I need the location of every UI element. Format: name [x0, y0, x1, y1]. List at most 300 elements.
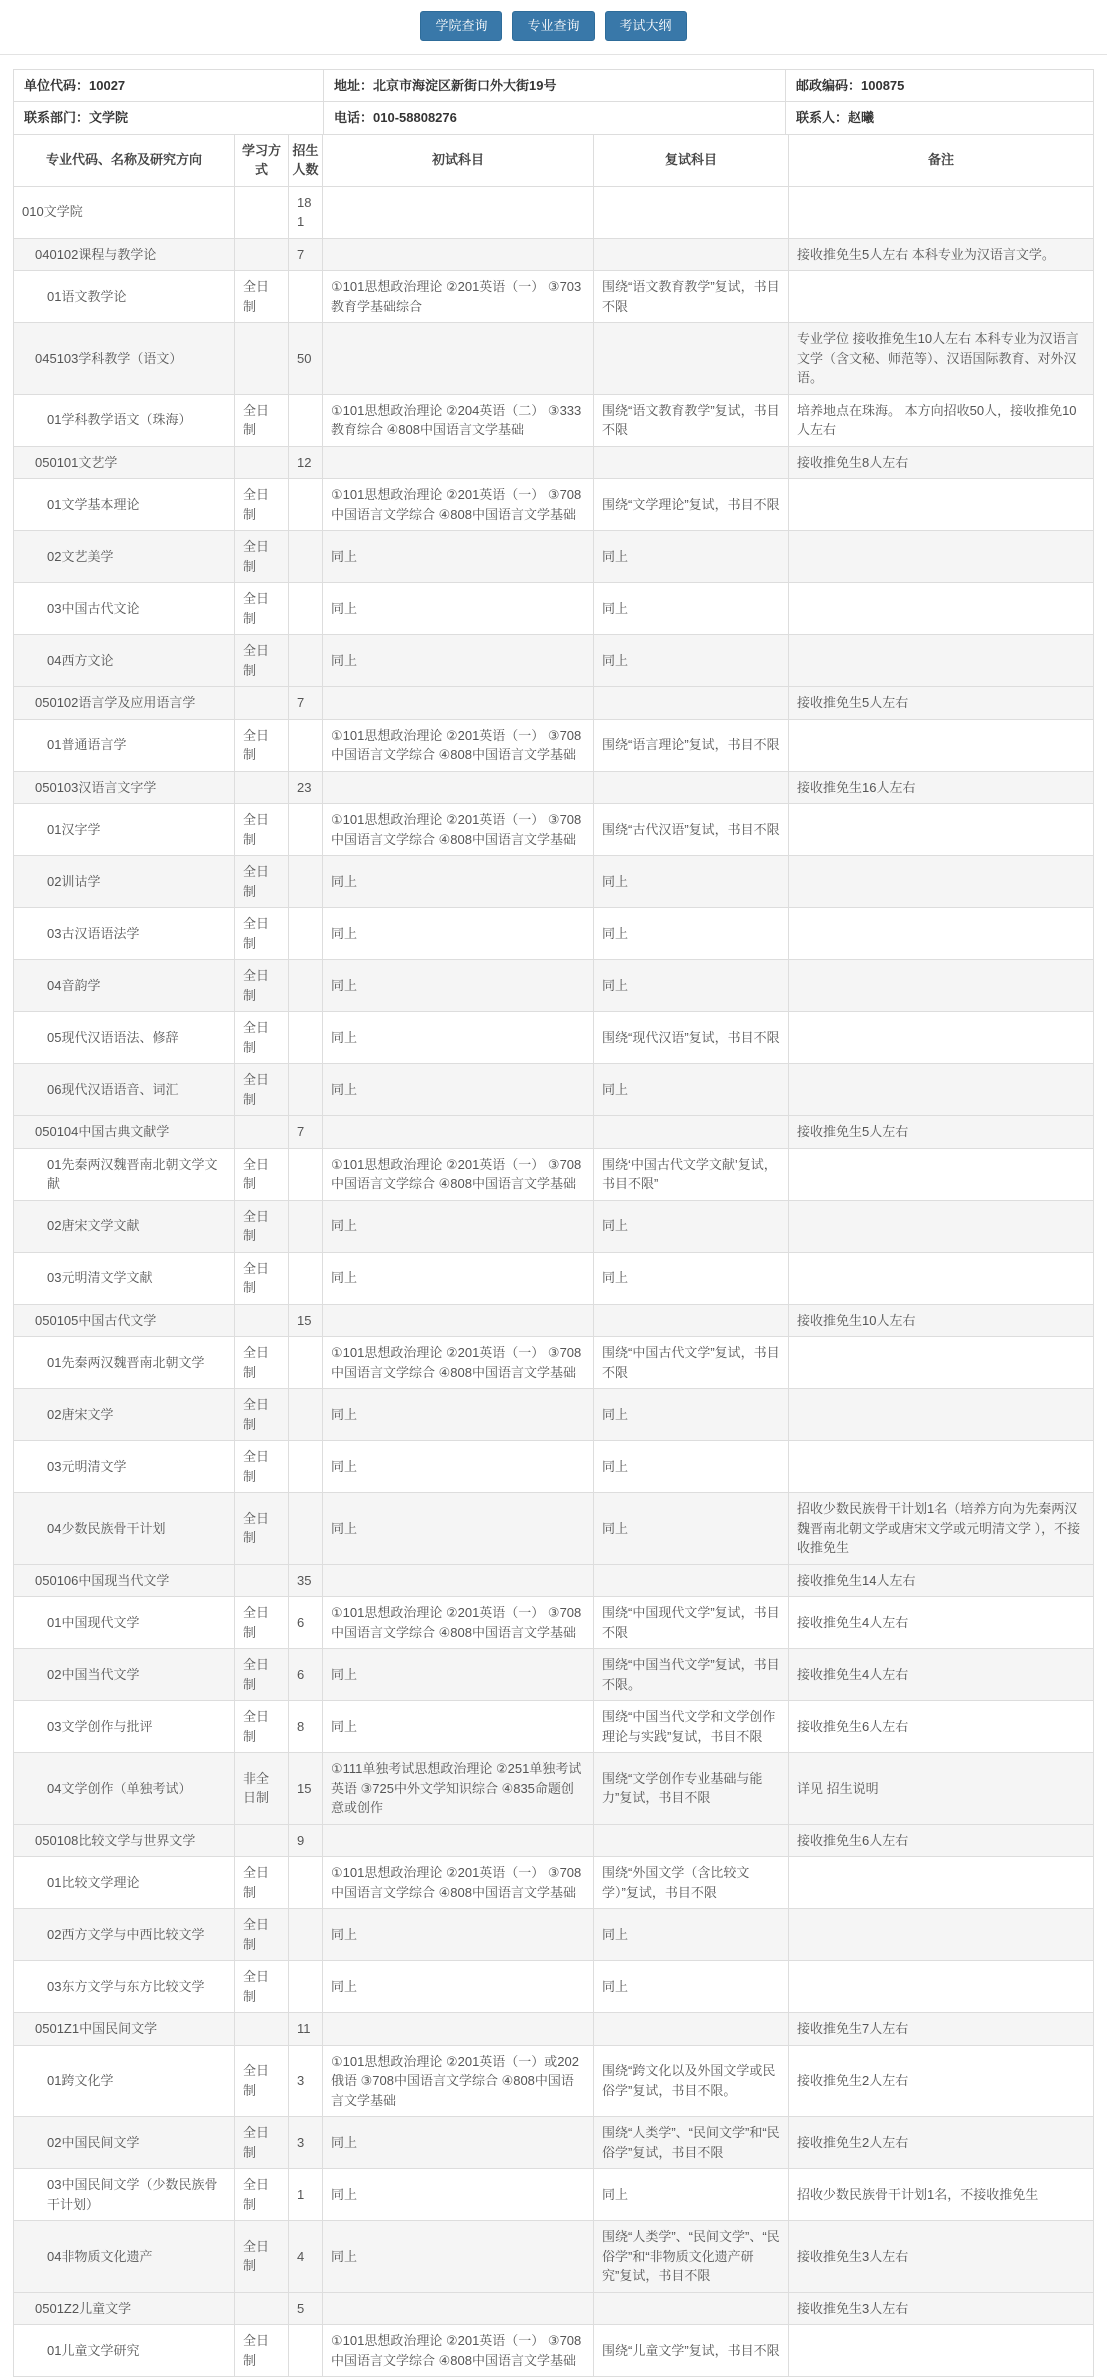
study-mode-cell: 全日制 [235, 479, 289, 531]
remark-cell [789, 1252, 1094, 1304]
enrollment-cell [289, 531, 323, 583]
retest-cell: 围绕“中国当代文学”复试，书目不限。 [594, 1649, 789, 1701]
page-content [13, 69, 1094, 2377]
remark-cell: 专业学位 接收推免生10人左右 本科专业为汉语言文学（含文秘、师范等）、汉语国际教育、对外汉语。 [789, 323, 1094, 395]
study-mode-cell: 全日制 [235, 2221, 289, 2293]
study-mode-cell: 全日制 [235, 1337, 289, 1389]
enrollment-cell [289, 804, 323, 856]
column-header: 初试科目 [323, 134, 594, 186]
remark-cell [789, 719, 1094, 771]
remark-cell [789, 479, 1094, 531]
table-row [14, 1597, 1094, 1649]
study-mode-cell: 全日制 [235, 804, 289, 856]
table-row [14, 1337, 1094, 1389]
study-mode-cell: 全日制 [235, 856, 289, 908]
name-cell: 03中国古代文论 [14, 583, 235, 635]
initial-exam-cell [323, 186, 594, 238]
study-mode-cell: 全日制 [235, 1493, 289, 1565]
retest-cell [594, 1116, 789, 1149]
initial-exam-cell: 同上 [323, 1200, 594, 1252]
column-header: 招生人数 [289, 134, 323, 186]
enrollment-cell [289, 1441, 323, 1493]
name-cell: 040102课程与教学论 [14, 238, 235, 271]
retest-cell [594, 2013, 789, 2046]
remark-cell [789, 1389, 1094, 1441]
enrollment-cell [289, 583, 323, 635]
retest-cell [594, 1564, 789, 1597]
remark-cell: 详见 招生说明 [789, 1753, 1094, 1825]
retest-cell: 围绕“儿童文学”复试，书目不限 [594, 2325, 789, 2377]
name-cell: 03元明清文学文献 [14, 1252, 235, 1304]
name-cell: 02训诂学 [14, 856, 235, 908]
remark-cell [789, 960, 1094, 1012]
retest-cell: 同上 [594, 1389, 789, 1441]
remark-cell [789, 1857, 1094, 1909]
name-cell: 02西方文学与中西比较文学 [14, 1909, 235, 1961]
initial-exam-cell: ①101思想政治理论 ②201英语（一） ③708中国语言文学综合 ④808中国语言文学基础 [323, 719, 594, 771]
remark-cell: 招收少数民族骨干计划1名（培养方向为先秦两汉魏晋南北朝文学或唐宋文学或元明清文学 ），不接收推免生 [789, 1493, 1094, 1565]
unit-info-table [13, 69, 1094, 135]
enrollment-cell: 50 [289, 323, 323, 395]
study-mode-cell: 全日制 [235, 1064, 289, 1116]
major-query-button[interactable]: 专业查询 [512, 11, 594, 41]
enrollment-cell [289, 856, 323, 908]
college-query-button[interactable]: 学院查询 [420, 11, 502, 41]
initial-exam-cell: 同上 [323, 960, 594, 1012]
remark-cell [789, 1064, 1094, 1116]
enrollment-cell: 6 [289, 1649, 323, 1701]
initial-exam-cell: 同上 [323, 1252, 594, 1304]
name-cell: 04西方文论 [14, 635, 235, 687]
name-cell: 010文学院 [14, 186, 235, 238]
enrollment-cell [289, 960, 323, 1012]
retest-cell [594, 238, 789, 271]
enrollment-cell [289, 1857, 323, 1909]
name-cell: 01语文教学论 [14, 271, 235, 323]
name-cell: 04少数民族骨干计划 [14, 1493, 235, 1565]
name-cell: 01文学基本理论 [14, 479, 235, 531]
name-cell: 01先秦两汉魏晋南北朝文学 [14, 1337, 235, 1389]
enrollment-cell: 8 [289, 1701, 323, 1753]
enrollment-cell [289, 1200, 323, 1252]
table-row [14, 2117, 1094, 2169]
initial-exam-cell [323, 2013, 594, 2046]
study-mode-cell: 全日制 [235, 1389, 289, 1441]
remark-cell: 接收推免生10人左右 [789, 1304, 1094, 1337]
remark-cell: 接收推免生6人左右 [789, 1701, 1094, 1753]
retest-cell: 同上 [594, 583, 789, 635]
remark-cell [789, 2325, 1094, 2377]
enrollment-cell [289, 1909, 323, 1961]
enrollment-cell: 181 [289, 186, 323, 238]
table-row [14, 960, 1094, 1012]
initial-exam-cell [323, 1304, 594, 1337]
column-header: 学习方式 [235, 134, 289, 186]
name-cell: 0501Z1中国民间文学 [14, 2013, 235, 2046]
table-row [14, 1200, 1094, 1252]
name-cell: 050108比较文学与世界文学 [14, 1824, 235, 1857]
retest-cell: 同上 [594, 2169, 789, 2221]
study-mode-cell: 全日制 [235, 960, 289, 1012]
retest-cell: 同上 [594, 1252, 789, 1304]
name-cell: 03文学创作与批评 [14, 1701, 235, 1753]
retest-cell: 围绕“语文教育教学”复试，书目不限 [594, 394, 789, 446]
study-mode-cell [235, 1304, 289, 1337]
study-mode-cell: 非全日制 [235, 1753, 289, 1825]
retest-cell: 同上 [594, 960, 789, 1012]
retest-cell: 围绕“文学创作专业基础与能力”复试，书目不限 [594, 1753, 789, 1825]
admissions-table [13, 134, 1094, 2377]
enrollment-cell [289, 908, 323, 960]
table-row [14, 719, 1094, 771]
table-row [14, 1564, 1094, 1597]
enrollment-cell: 1 [289, 2169, 323, 2221]
column-header: 备注 [789, 134, 1094, 186]
table-row [14, 687, 1094, 720]
enrollment-cell [289, 1493, 323, 1565]
remark-cell: 接收推免生16人左右 [789, 771, 1094, 804]
name-cell: 01汉字学 [14, 804, 235, 856]
initial-exam-cell [323, 1824, 594, 1857]
initial-exam-cell [323, 238, 594, 271]
study-mode-cell [235, 687, 289, 720]
info-cell: 联系人：赵曦 [786, 102, 1094, 135]
retest-cell: 同上 [594, 1909, 789, 1961]
retest-cell: 围绕“人类学”、“民间文学”和“民俗学”复试，书目不限 [594, 2117, 789, 2169]
initial-exam-cell [323, 771, 594, 804]
study-mode-cell: 全日制 [235, 394, 289, 446]
study-mode-cell: 全日制 [235, 531, 289, 583]
table-row [14, 2221, 1094, 2293]
initial-exam-cell: 同上 [323, 1441, 594, 1493]
name-cell: 0501Z2儿童文学 [14, 2292, 235, 2325]
retest-cell: 围绕“中国现代文学”复试，书目不限 [594, 1597, 789, 1649]
study-mode-cell: 全日制 [235, 2169, 289, 2221]
enrollment-cell [289, 1337, 323, 1389]
initial-exam-cell [323, 1116, 594, 1149]
study-mode-cell: 全日制 [235, 1012, 289, 1064]
remark-cell: 接收推免生8人左右 [789, 446, 1094, 479]
initial-exam-cell: 同上 [323, 2221, 594, 2293]
remark-cell [789, 908, 1094, 960]
name-cell: 050106中国现当代文学 [14, 1564, 235, 1597]
study-mode-cell: 全日制 [235, 908, 289, 960]
name-cell: 01学科教学语文（珠海） [14, 394, 235, 446]
retest-cell [594, 1304, 789, 1337]
remark-cell [789, 186, 1094, 238]
table-row [14, 1304, 1094, 1337]
initial-exam-cell [323, 1564, 594, 1597]
study-mode-cell: 全日制 [235, 1252, 289, 1304]
initial-exam-cell: 同上 [323, 635, 594, 687]
info-row [14, 69, 1094, 102]
remark-cell: 接收推免生7人左右 [789, 2013, 1094, 2046]
name-cell: 01儿童文学研究 [14, 2325, 235, 2377]
remark-cell: 接收推免生5人左右 本科专业为汉语言文学。 [789, 238, 1094, 271]
enrollment-cell [289, 719, 323, 771]
table-row [14, 1493, 1094, 1565]
initial-exam-cell: 同上 [323, 531, 594, 583]
enrollment-cell [289, 635, 323, 687]
enrollment-cell [289, 1148, 323, 1200]
study-mode-cell: 全日制 [235, 719, 289, 771]
remark-cell: 接收推免生5人左右 [789, 687, 1094, 720]
study-mode-cell: 全日制 [235, 1701, 289, 1753]
remark-cell: 接收推免生14人左右 [789, 1564, 1094, 1597]
table-row [14, 771, 1094, 804]
name-cell: 05现代汉语语法、修辞 [14, 1012, 235, 1064]
study-mode-cell [235, 238, 289, 271]
table-row [14, 2013, 1094, 2046]
retest-cell: 同上 [594, 1441, 789, 1493]
table-row [14, 479, 1094, 531]
table-row [14, 271, 1094, 323]
initial-exam-cell: 同上 [323, 1701, 594, 1753]
remark-cell: 接收推免生4人左右 [789, 1597, 1094, 1649]
remark-cell [789, 856, 1094, 908]
remark-cell [789, 1148, 1094, 1200]
enrollment-cell [289, 479, 323, 531]
retest-cell: 围绕“文学理论”复试，书目不限 [594, 479, 789, 531]
enrollment-cell [289, 2325, 323, 2377]
enrollment-cell: 15 [289, 1304, 323, 1337]
name-cell: 04非物质文化遗产 [14, 2221, 235, 2293]
enrollment-cell [289, 1961, 323, 2013]
name-cell: 01比较文学理论 [14, 1857, 235, 1909]
enrollment-cell [289, 1064, 323, 1116]
initial-exam-cell: ①101思想政治理论 ②201英语（一） ③708中国语言文学综合 ④808中国语言文学基础 [323, 479, 594, 531]
enrollment-cell: 35 [289, 1564, 323, 1597]
retest-cell: 同上 [594, 1961, 789, 2013]
study-mode-cell: 全日制 [235, 635, 289, 687]
remark-cell [789, 1012, 1094, 1064]
initial-exam-cell [323, 323, 594, 395]
enrollment-cell: 6 [289, 1597, 323, 1649]
remark-cell [789, 804, 1094, 856]
enrollment-cell [289, 271, 323, 323]
table-row [14, 1116, 1094, 1149]
retest-cell: 同上 [594, 1064, 789, 1116]
study-mode-cell: 全日制 [235, 1649, 289, 1701]
table-row [14, 238, 1094, 271]
enrollment-cell: 12 [289, 446, 323, 479]
table-row [14, 531, 1094, 583]
initial-exam-cell [323, 687, 594, 720]
retest-cell: 围绕“跨文化以及外国文学或民俗学”复试，书目不限。 [594, 2045, 789, 2117]
unit-info-body [14, 69, 1094, 134]
initial-exam-cell [323, 446, 594, 479]
remark-cell [789, 1961, 1094, 2013]
remark-cell [789, 635, 1094, 687]
remark-cell: 接收推免生5人左右 [789, 1116, 1094, 1149]
initial-exam-cell: 同上 [323, 856, 594, 908]
initial-exam-cell: 同上 [323, 1012, 594, 1064]
retest-cell: 同上 [594, 856, 789, 908]
remark-cell [789, 531, 1094, 583]
column-header: 专业代码、名称及研究方向 [14, 134, 235, 186]
enrollment-cell: 4 [289, 2221, 323, 2293]
retest-cell: 围绕“中国古代文学”复试，书目不限 [594, 1337, 789, 1389]
name-cell: 02唐宋文学文献 [14, 1200, 235, 1252]
retest-cell: 围绕“现代汉语”复试，书目不限 [594, 1012, 789, 1064]
retest-cell [594, 2292, 789, 2325]
study-mode-cell: 全日制 [235, 2325, 289, 2377]
retest-cell: 围绕“人类学”、“民间文学”、“民俗学”和“非物质文化遗产研究”复试，书目不限 [594, 2221, 789, 2293]
table-row [14, 2169, 1094, 2221]
retest-cell: 围绕‘中国古代文学文献’复试，书目不限” [594, 1148, 789, 1200]
table-row [14, 2325, 1094, 2377]
name-cell: 01普通语言学 [14, 719, 235, 771]
remark-cell: 接收推免生3人左右 [789, 2221, 1094, 2293]
name-cell: 050102语言学及应用语言学 [14, 687, 235, 720]
remark-cell: 接收推免生4人左右 [789, 1649, 1094, 1701]
table-row [14, 1857, 1094, 1909]
study-mode-cell [235, 1564, 289, 1597]
name-cell: 03中国民间文学（少数民族骨干计划） [14, 2169, 235, 2221]
toolbar [0, 0, 1107, 54]
info-cell: 电话：010-58808276 [324, 102, 786, 135]
retest-cell [594, 446, 789, 479]
enrollment-cell: 7 [289, 1116, 323, 1149]
initial-exam-cell: ①101思想政治理论 ②201英语（一） ③708中国语言文学综合 ④808中国语言文学基础 [323, 1148, 594, 1200]
retest-cell [594, 186, 789, 238]
remark-cell: 接收推免生2人左右 [789, 2117, 1094, 2169]
remark-cell: 招收少数民族骨干计划1名，不接收推免生 [789, 2169, 1094, 2221]
remark-cell [789, 583, 1094, 635]
study-mode-cell: 全日制 [235, 1597, 289, 1649]
study-mode-cell [235, 1824, 289, 1857]
name-cell: 02文艺美学 [14, 531, 235, 583]
study-mode-cell: 全日制 [235, 1441, 289, 1493]
admissions-table-body [14, 186, 1094, 2377]
name-cell: 02中国当代文学 [14, 1649, 235, 1701]
initial-exam-cell: ①101思想政治理论 ②201英语（一） ③703教育学基础综合 [323, 271, 594, 323]
retest-cell: 围绕“外国文学（含比较文学）”复试，书目不限 [594, 1857, 789, 1909]
remark-cell [789, 1337, 1094, 1389]
initial-exam-cell: ①101思想政治理论 ②201英语（一） ③708中国语言文学综合 ④808中国语言文学基础 [323, 1597, 594, 1649]
study-mode-cell: 全日制 [235, 1909, 289, 1961]
table-row [14, 2045, 1094, 2117]
enrollment-cell: 15 [289, 1753, 323, 1825]
initial-exam-cell: ①101思想政治理论 ②201英语（一）或202俄语 ③708中国语言文学综合 ④808中国语言文学基础 [323, 2045, 594, 2117]
initial-exam-cell: 同上 [323, 2117, 594, 2169]
retest-cell: 同上 [594, 635, 789, 687]
name-cell: 02中国民间文学 [14, 2117, 235, 2169]
initial-exam-cell: 同上 [323, 1064, 594, 1116]
column-header: 复试科目 [594, 134, 789, 186]
table-row [14, 1701, 1094, 1753]
initial-exam-cell: ①101思想政治理论 ②201英语（一） ③708中国语言文学综合 ④808中国语言文学基础 [323, 2325, 594, 2377]
table-row [14, 1148, 1094, 1200]
name-cell: 02唐宋文学 [14, 1389, 235, 1441]
table-row [14, 856, 1094, 908]
retest-cell [594, 323, 789, 395]
initial-exam-cell: 同上 [323, 1649, 594, 1701]
initial-exam-cell: ①101思想政治理论 ②201英语（一） ③708中国语言文学综合 ④808中国语言文学基础 [323, 804, 594, 856]
table-row [14, 908, 1094, 960]
remark-cell: 接收推免生6人左右 [789, 1824, 1094, 1857]
toolbar-divider [0, 54, 1107, 55]
table-row [14, 394, 1094, 446]
retest-cell: 围绕“语言理论”复试，书目不限 [594, 719, 789, 771]
exam-outline-button[interactable]: 考试大纲 [605, 11, 687, 41]
enrollment-cell [289, 1389, 323, 1441]
remark-cell: 接收推免生2人左右 [789, 2045, 1094, 2117]
enrollment-cell: 5 [289, 2292, 323, 2325]
retest-cell: 同上 [594, 531, 789, 583]
info-cell: 地址：北京市海淀区新街口外大街19号 [324, 69, 786, 102]
table-row [14, 186, 1094, 238]
enrollment-cell: 23 [289, 771, 323, 804]
enrollment-cell: 7 [289, 687, 323, 720]
study-mode-cell [235, 323, 289, 395]
table-row [14, 1441, 1094, 1493]
table-row [14, 1252, 1094, 1304]
retest-cell: 同上 [594, 1200, 789, 1252]
remark-cell [789, 1200, 1094, 1252]
initial-exam-cell: 同上 [323, 2169, 594, 2221]
study-mode-cell [235, 446, 289, 479]
initial-exam-cell: ①111单独考试思想政治理论 ②251单独考试英语 ③725中外文学知识综合 ④835命题创意或创作 [323, 1753, 594, 1825]
study-mode-cell: 全日制 [235, 1961, 289, 2013]
name-cell: 03古汉语语法学 [14, 908, 235, 960]
study-mode-cell: 全日制 [235, 1148, 289, 1200]
retest-cell: 围绕“中国当代文学和文学创作理论与实践”复试，书目不限 [594, 1701, 789, 1753]
retest-cell: 围绕“古代汉语”复试，书目不限 [594, 804, 789, 856]
table-row [14, 1753, 1094, 1825]
table-row [14, 1961, 1094, 2013]
table-row [14, 1824, 1094, 1857]
name-cell: 050104中国古典文献学 [14, 1116, 235, 1149]
initial-exam-cell: 同上 [323, 1493, 594, 1565]
study-mode-cell: 全日制 [235, 1200, 289, 1252]
header-row [14, 134, 1094, 186]
table-row [14, 446, 1094, 479]
name-cell: 06现代汉语语音、词汇 [14, 1064, 235, 1116]
remark-cell: 培养地点在珠海。 本方向招收50人，接收推免10人左右 [789, 394, 1094, 446]
table-row [14, 323, 1094, 395]
retest-cell: 围绕“语文教育教学”复试，书目不限 [594, 271, 789, 323]
enrollment-cell: 9 [289, 1824, 323, 1857]
enrollment-cell: 7 [289, 238, 323, 271]
initial-exam-cell: ①101思想政治理论 ②204英语（二） ③333教育综合 ④808中国语言文学基础 [323, 394, 594, 446]
table-row [14, 635, 1094, 687]
retest-cell [594, 687, 789, 720]
initial-exam-cell [323, 2292, 594, 2325]
info-cell: 联系部门：文学院 [14, 102, 324, 135]
name-cell: 03东方文学与东方比较文学 [14, 1961, 235, 2013]
retest-cell: 同上 [594, 908, 789, 960]
remark-cell [789, 271, 1094, 323]
enrollment-cell [289, 394, 323, 446]
name-cell: 045103学科教学（语文） [14, 323, 235, 395]
study-mode-cell: 全日制 [235, 583, 289, 635]
info-row [14, 102, 1094, 135]
study-mode-cell: 全日制 [235, 2045, 289, 2117]
info-cell: 邮政编码：100875 [786, 69, 1094, 102]
study-mode-cell [235, 2013, 289, 2046]
study-mode-cell: 全日制 [235, 1857, 289, 1909]
name-cell: 050103汉语言文字学 [14, 771, 235, 804]
name-cell: 050105中国古代文学 [14, 1304, 235, 1337]
study-mode-cell [235, 771, 289, 804]
initial-exam-cell: 同上 [323, 1961, 594, 2013]
study-mode-cell: 全日制 [235, 271, 289, 323]
name-cell: 050101文艺学 [14, 446, 235, 479]
table-row [14, 2292, 1094, 2325]
table-row [14, 1909, 1094, 1961]
retest-cell: 同上 [594, 1493, 789, 1565]
